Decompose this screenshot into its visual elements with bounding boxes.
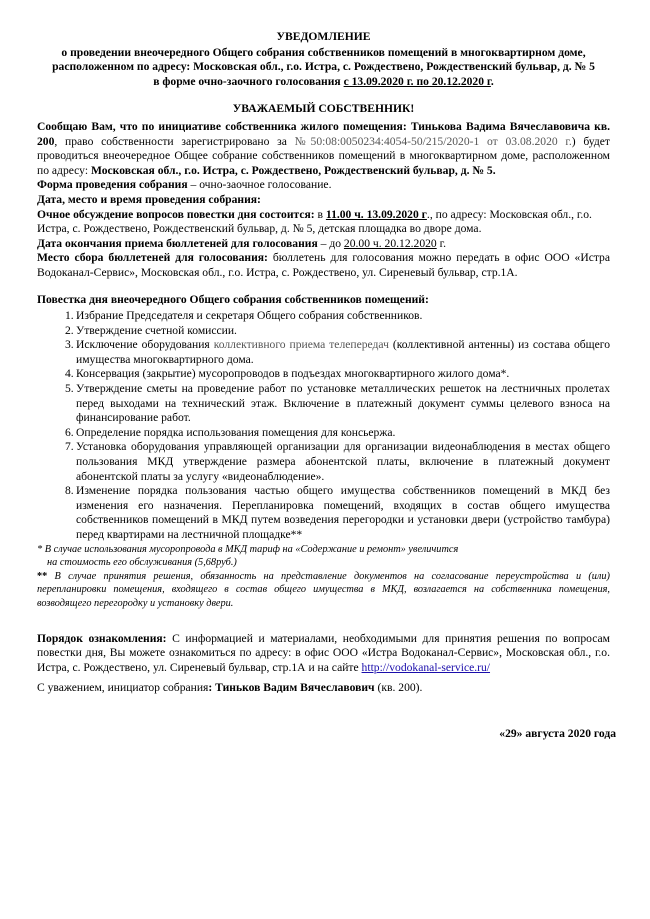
meeting-form bbox=[37, 178, 610, 193]
intro-rights: , право собственности зарегистрировано за bbox=[54, 134, 295, 148]
notice-date: «29» августа 2020 года bbox=[499, 727, 616, 740]
header-form-text: в форме очно-заочного голосования bbox=[153, 74, 344, 88]
intro-paragraph bbox=[37, 120, 610, 178]
agenda-item-number: 3 . bbox=[65, 338, 74, 353]
agenda-item-text: Изменение порядка пользования частью общего имущества собственников помещений в МКД без изменения его назначения. Перепланировка помещений, входящих в состав общего имущества собственников помещений в МКД путем возведения перегородки и установки двери (устройство тамбура) перед квартирами на лестничной площадке** bbox=[76, 484, 610, 541]
agenda-item-text: Избрание Председателя и секретаря Общего собрания собственников. bbox=[76, 309, 423, 323]
agenda-item-number: 6 . bbox=[65, 426, 74, 441]
website-link[interactable]: http://vodokanal-service.ru/ bbox=[361, 660, 491, 674]
closing-post: (кв. 200). bbox=[374, 681, 423, 695]
agenda-item-text: Утверждение сметы на проведение работ по установке металлических решеток на лестничных пролетах перед выходами на технический этаж. Включение в платежный документ суммы целевого взноса на финансирование работ. bbox=[76, 382, 610, 425]
notice-page bbox=[37, 30, 610, 696]
agenda-item bbox=[37, 426, 610, 441]
footnote-1-line-1: * В случае использования мусоропровода в МКД тариф на «Содержание и ремонт» увеличится bbox=[37, 543, 459, 555]
discussion-place: ., по адресу: Московская обл., г.о. Истра, с. Рождествено, Рождественский бульвар, д. № 5, детская площадка во дворе дома. bbox=[37, 207, 592, 236]
agenda-item-text: Установка оборудования управляющей организации для организации видеонаблюдения в местах общего пользования МКД утверждение размера абонентской платы, включение в платежный документ абонентской платы за услугу «видеонаблюдение». bbox=[76, 440, 610, 483]
agenda-item-number: 5 . bbox=[65, 382, 74, 397]
header-dates: с 13.09.2020 г. по 20.12.2020 г bbox=[343, 74, 491, 88]
discussion-time: 11.00 ч. 13.09.2020 г bbox=[325, 207, 427, 221]
agenda-item bbox=[37, 338, 610, 367]
house-address: Московская обл., г.о. Истра, с. Рождествено, Рождественский бульвар, д. № 5. bbox=[90, 163, 496, 177]
deadline-info bbox=[37, 237, 610, 252]
initiator-signature-name: : Тиньков Вадим Вячеславович bbox=[208, 681, 375, 695]
discussion-label: Очное обсуждение вопросов повестки дня состоится: bbox=[37, 207, 315, 221]
meeting-form-label: Форма проведения собрания bbox=[37, 178, 188, 192]
notice-title: УВЕДОМЛЕНИЕ bbox=[276, 30, 371, 43]
footnote-2 bbox=[37, 570, 610, 611]
datetime-heading: Дата, место и время проведения собрания: bbox=[37, 192, 261, 206]
discussion-pre: в bbox=[314, 207, 326, 221]
intro-lead: Сообщаю Вам, что по инициативе собственника жилого помещения: bbox=[37, 119, 411, 133]
intro-body: ) будет проводиться внеочередное Общее собрание собственников помещений в многоквартирном доме, расположенном по адресу: bbox=[37, 134, 610, 177]
footnote-2-text: В случае принятия решения, обязанность на представление документов на согласование переустройства и (или) перепланировки помещения, входящего в состав общего имущества в МКД, возлагается на собственника помещения, возводящего перегородку и установку двери. bbox=[37, 570, 610, 609]
header-line-3 bbox=[37, 75, 610, 90]
agenda-item-number: 7 . bbox=[65, 440, 74, 455]
agenda-item-number: 4 . bbox=[65, 367, 74, 382]
greeting: УВАЖАЕМЫЙ СОБСТВЕННИК! bbox=[232, 102, 415, 116]
agenda-item-text-rest: (коллективной антенны) из состава общего имущества многоквартирного дома. bbox=[76, 338, 610, 366]
closing-pre: С уважением, инициатор собрания bbox=[37, 681, 209, 695]
deadline-label: Дата окончания приема бюллетеней для голосования bbox=[37, 236, 318, 250]
agenda-item bbox=[37, 309, 610, 324]
agenda-item-number: 2 . bbox=[65, 324, 74, 339]
closing-line bbox=[37, 681, 610, 696]
procedure-text: С информацией и материалами, необходимыми для принятия решения по вопросам повестки дня, Вы можете ознакомиться по адресу: в офис ООО «Истра Водоканал-Сервис», Московская обл., г.о. Истра, с. Рождествено, ул. Сиреневый бульвар, стр.1А и на сайте bbox=[37, 631, 610, 674]
footnote-1-line-2: на стоимость его обслуживания (5,68руб.) bbox=[47, 557, 237, 569]
agenda-item bbox=[37, 324, 610, 339]
deadline-pre: – до bbox=[317, 236, 344, 250]
header-period: . bbox=[490, 74, 494, 88]
agenda-item-number: 1 . bbox=[65, 309, 74, 324]
ballots-info bbox=[37, 251, 610, 280]
header-line-2: расположенном по адресу: Московская обл., г.о. Истра, с. Рождествено, Рождественский бульвар, д. № 5 bbox=[52, 60, 595, 74]
footnote-1 bbox=[37, 543, 610, 570]
discussion-info bbox=[37, 208, 610, 237]
notice-header bbox=[37, 30, 610, 89]
ballots-value: бюллетень для голосования можно передать в офис ООО «Истра Водоканал-Сервис», Московская обл., г.о. Истра, с. Рождествено, ул. Сиреневый бульвар, стр.1А. bbox=[37, 251, 610, 279]
registration-number: №50:08:0050234:4054-50/215/2020-1 от 03.08.2020 г. bbox=[294, 134, 572, 148]
agenda-item-text: Утверждение счетной комиссии. bbox=[76, 323, 237, 337]
footnote-2-marker: ** bbox=[37, 570, 55, 582]
header-line-1: о проведении внеочередного Общего собрания собственников помещений в многоквартирном доме, bbox=[61, 45, 586, 59]
procedure-label: Порядок ознакомления: bbox=[37, 631, 167, 645]
agenda-item-gray-text: коллективного приема телепередач bbox=[213, 338, 389, 352]
agenda-item-text: Определение порядка использования помещения для консьержа. bbox=[76, 425, 396, 439]
meeting-form-value: – очно-заочное голосование. bbox=[187, 178, 332, 192]
agenda-list bbox=[37, 309, 610, 543]
ballots-label: Место сбора бюллетеней для голосования: bbox=[37, 251, 268, 265]
agenda-item bbox=[37, 484, 610, 542]
deadline-post: г. bbox=[436, 236, 446, 250]
agenda-heading: Повестка дня внеочередного Общего собрания собственников помещений: bbox=[37, 292, 429, 306]
agenda-item bbox=[37, 367, 610, 382]
initiator-name: Тинькова Вадима Вячеславовича кв. 200 bbox=[37, 119, 610, 148]
agenda-item bbox=[37, 382, 610, 426]
agenda-item bbox=[37, 440, 610, 484]
agenda-item-text: Исключение оборудования bbox=[76, 338, 214, 352]
agenda-item-text: Консервация (закрытие) мусоропроводов в подъездах многоквартирного жилого дома*. bbox=[76, 367, 510, 381]
procedure-paragraph bbox=[37, 632, 610, 676]
deadline-value: 20.00 ч. 20.12.2020 bbox=[343, 236, 437, 250]
agenda-item-number: 8 . bbox=[65, 484, 74, 499]
